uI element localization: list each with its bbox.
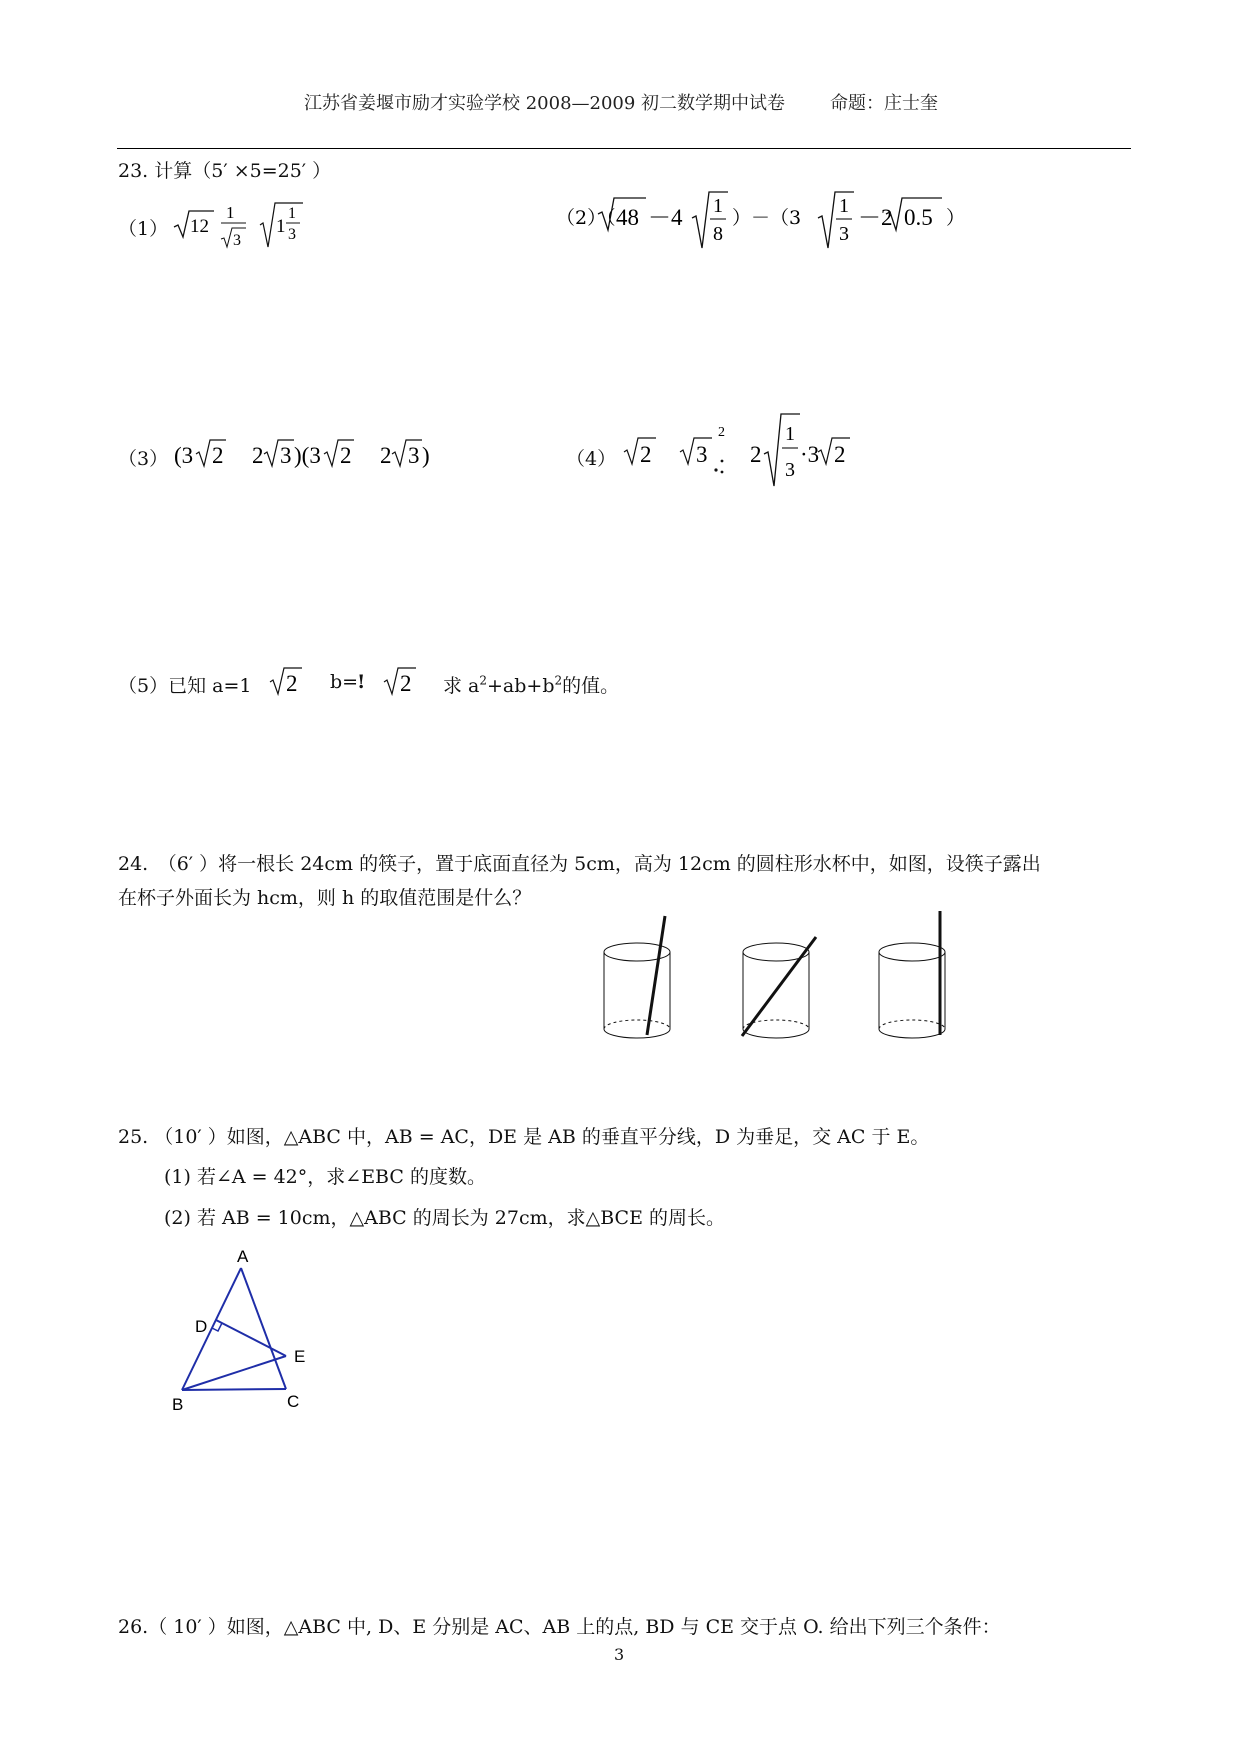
rad-2-b: 2 xyxy=(400,671,412,696)
part2-label: （2）（ xyxy=(556,207,616,229)
rad-2a: 2 xyxy=(212,443,224,468)
rad-2-a: 2 xyxy=(286,671,298,696)
q23-part1-expression xyxy=(172,195,312,255)
exponent: 2 xyxy=(718,425,725,440)
q25-sub2: (2) 若 AB = 10cm，△ABC 的周长为 27cm，求△BCE 的周长。 xyxy=(164,1207,725,1229)
q23-part5-bmark: ! xyxy=(357,671,366,693)
rad-3a: 3 xyxy=(280,443,292,468)
coef-2b: 2 xyxy=(380,443,392,468)
mixed-num: 1 xyxy=(288,205,296,222)
page-number: 3 xyxy=(614,1645,625,1664)
q25-sub1: (1) 若∠A = 42°，求∠EBC 的度数。 xyxy=(164,1166,486,1188)
exam-author: 命题：庄士奎 xyxy=(830,93,938,114)
q23-part4-expression xyxy=(622,410,862,490)
mixed-den: 3 xyxy=(288,226,296,243)
exam-title: 江苏省姜堰市励才实验学校 2008—2009 初二数学期中试卷 xyxy=(304,93,786,114)
coef-2a: 2 xyxy=(252,443,264,468)
rad-3: 3 xyxy=(696,442,708,467)
frac-num: 1 xyxy=(785,423,795,445)
open1: (3 xyxy=(174,443,194,468)
frac-num: 1 xyxy=(226,203,235,222)
cup-2 xyxy=(742,937,816,1038)
frac-den: 3 xyxy=(785,459,795,481)
mixed-whole: 1 xyxy=(276,216,286,237)
rad-2-end: 2 xyxy=(834,442,846,467)
q23-part5-radical-a xyxy=(268,660,308,700)
minus-4: －4 xyxy=(648,205,683,230)
open2: )(3 xyxy=(294,443,321,468)
q23-part3-label: （3） xyxy=(118,448,169,470)
point-a-label: A xyxy=(237,1247,249,1266)
q24-cup-figures xyxy=(600,905,960,1075)
times-3: ·3 xyxy=(800,442,820,467)
q25-line1: 25. （10′ ）如图，△ABC 中，AB = AC，DE 是 AB 的垂直平分线，D 为垂足，交 AC 于 E。 xyxy=(118,1126,930,1148)
q23-heading: 23. 计算（5′ ×5=25′ ） xyxy=(118,160,332,182)
coef-2: 2 xyxy=(750,442,762,467)
header-rule xyxy=(117,148,1131,149)
cup-1 xyxy=(604,916,670,1038)
frac-den-rad: 3 xyxy=(233,232,241,249)
frac1-num: 1 xyxy=(713,195,723,217)
frac2-den: 3 xyxy=(839,223,849,245)
frac2-num: 1 xyxy=(839,195,849,217)
q23-part2-expression xyxy=(556,188,976,258)
frac1-den: 8 xyxy=(713,223,723,245)
cup-3 xyxy=(879,911,945,1038)
q23-part5-radical-b xyxy=(382,660,422,700)
rad-3b: 3 xyxy=(408,443,420,468)
q25-triangle-figure xyxy=(160,1240,360,1420)
q23-part5-prefix: （5）已知 a=1 xyxy=(118,675,252,697)
q24-line1: 24. （6′ ）将一根长 24cm 的筷子，置于底面直径为 5cm，高为 12cm 的圆柱形水杯中，如图，设筷子露出 xyxy=(118,853,1041,875)
q23-part5-b: b= xyxy=(330,671,359,693)
rad-2: 2 xyxy=(640,442,652,467)
radicand-48: 48 xyxy=(616,205,639,230)
point-b-label: B xyxy=(172,1395,184,1414)
close-paren: ） xyxy=(946,207,966,229)
close3: ) xyxy=(422,443,430,468)
q23-part4-label: （4） xyxy=(566,448,617,470)
q23-part5-ask: 求 $a^2+ab+b^2$的值。 xyxy=(443,673,620,697)
q24-line2: 在杯子外面长为 hcm，则 h 的取值范围是什么？ xyxy=(118,887,532,909)
minus-2: －2 xyxy=(858,205,893,230)
point-c-label: C xyxy=(287,1392,300,1411)
radicand-0-5: 0.5 xyxy=(904,205,933,230)
q26-line1: 26.（ 10′ ）如图，△ABC 中, D、E 分别是 AC、AB 上的点, BD 与 CE 交于点 O. 给出下列三个条件： xyxy=(118,1616,1001,1638)
mid-operator: ）－（3 xyxy=(732,207,802,229)
q23-part3-expression xyxy=(174,432,454,482)
point-e-label: E xyxy=(294,1347,306,1366)
q23-part1-label: （1） xyxy=(118,218,169,240)
rad-2b: 2 xyxy=(340,443,352,468)
radicand-12: 12 xyxy=(190,216,209,237)
point-d-label: D xyxy=(195,1317,208,1336)
